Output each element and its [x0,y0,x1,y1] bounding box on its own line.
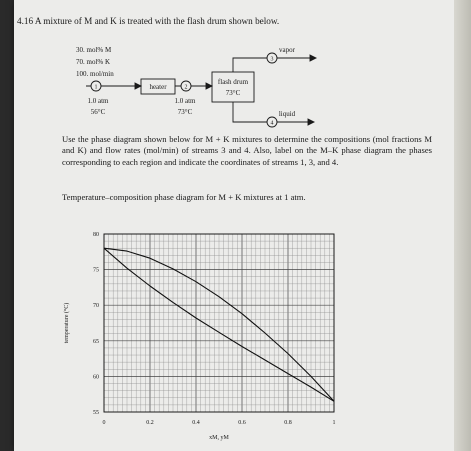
drum-label: flash drum [217,78,249,86]
stream2-label: 2 [184,84,188,91]
stream3-label: 3 [270,56,274,63]
drum-temp: 73°C [225,89,241,97]
problem-title: 4.16 A mixture of M and K is treated with the flash drum shown below. [17,16,280,26]
x-axis-label: xM, yM [209,435,229,441]
feed-line-2: 70. mol% K [76,58,111,66]
chart-heading: Temperature–composition phase diagram for M + K mixtures at 1 atm. [62,192,306,202]
y-tick-label: 80 [93,232,99,238]
y-tick-label: 55 [93,410,99,416]
y-tick-label: 70 [93,303,99,310]
x-tick-label: 1 [332,420,336,426]
feed-line-1: 30. mol% M [76,46,112,54]
y-axis-label: temperature (°C) [64,302,70,344]
stream2-temp: 73°C [177,108,193,116]
chart-grid [104,234,334,412]
x-tick-label: 0.6 [238,420,246,426]
heater-label: heater [149,83,167,91]
y-tick-label: 60 [93,374,99,381]
x-tick-label: 0 [102,420,106,426]
feed-line-3: 100. mol/min [76,70,114,78]
x-tick-label: 0.8 [284,420,292,426]
stream1-label: 1 [94,84,98,91]
liquid-label: liquid [278,110,296,118]
y-tick-label: 75 [93,267,99,274]
vapor-label: vapor [279,46,295,54]
problem-text: Use the phase diagram shown below for M + K mixtures to determine the compositions (mol fractions M and K) and flow rates (mol/min) of streams 3 and 4. Also, label on the M–K phase diagram the phases corresponding to each region and indicate the coordinates of streams 1, 3, and 4. [62,134,432,167]
x-tick-label: 0.4 [192,420,200,426]
stream2-pressure: 1.0 atm [174,97,196,105]
stream1-temp: 56°C [90,108,106,116]
y-tick-label: 65 [93,338,99,345]
stream4-label: 4 [270,120,274,127]
x-tick-label: 0.2 [146,420,154,426]
stream1-pressure: 1.0 atm [87,97,109,105]
